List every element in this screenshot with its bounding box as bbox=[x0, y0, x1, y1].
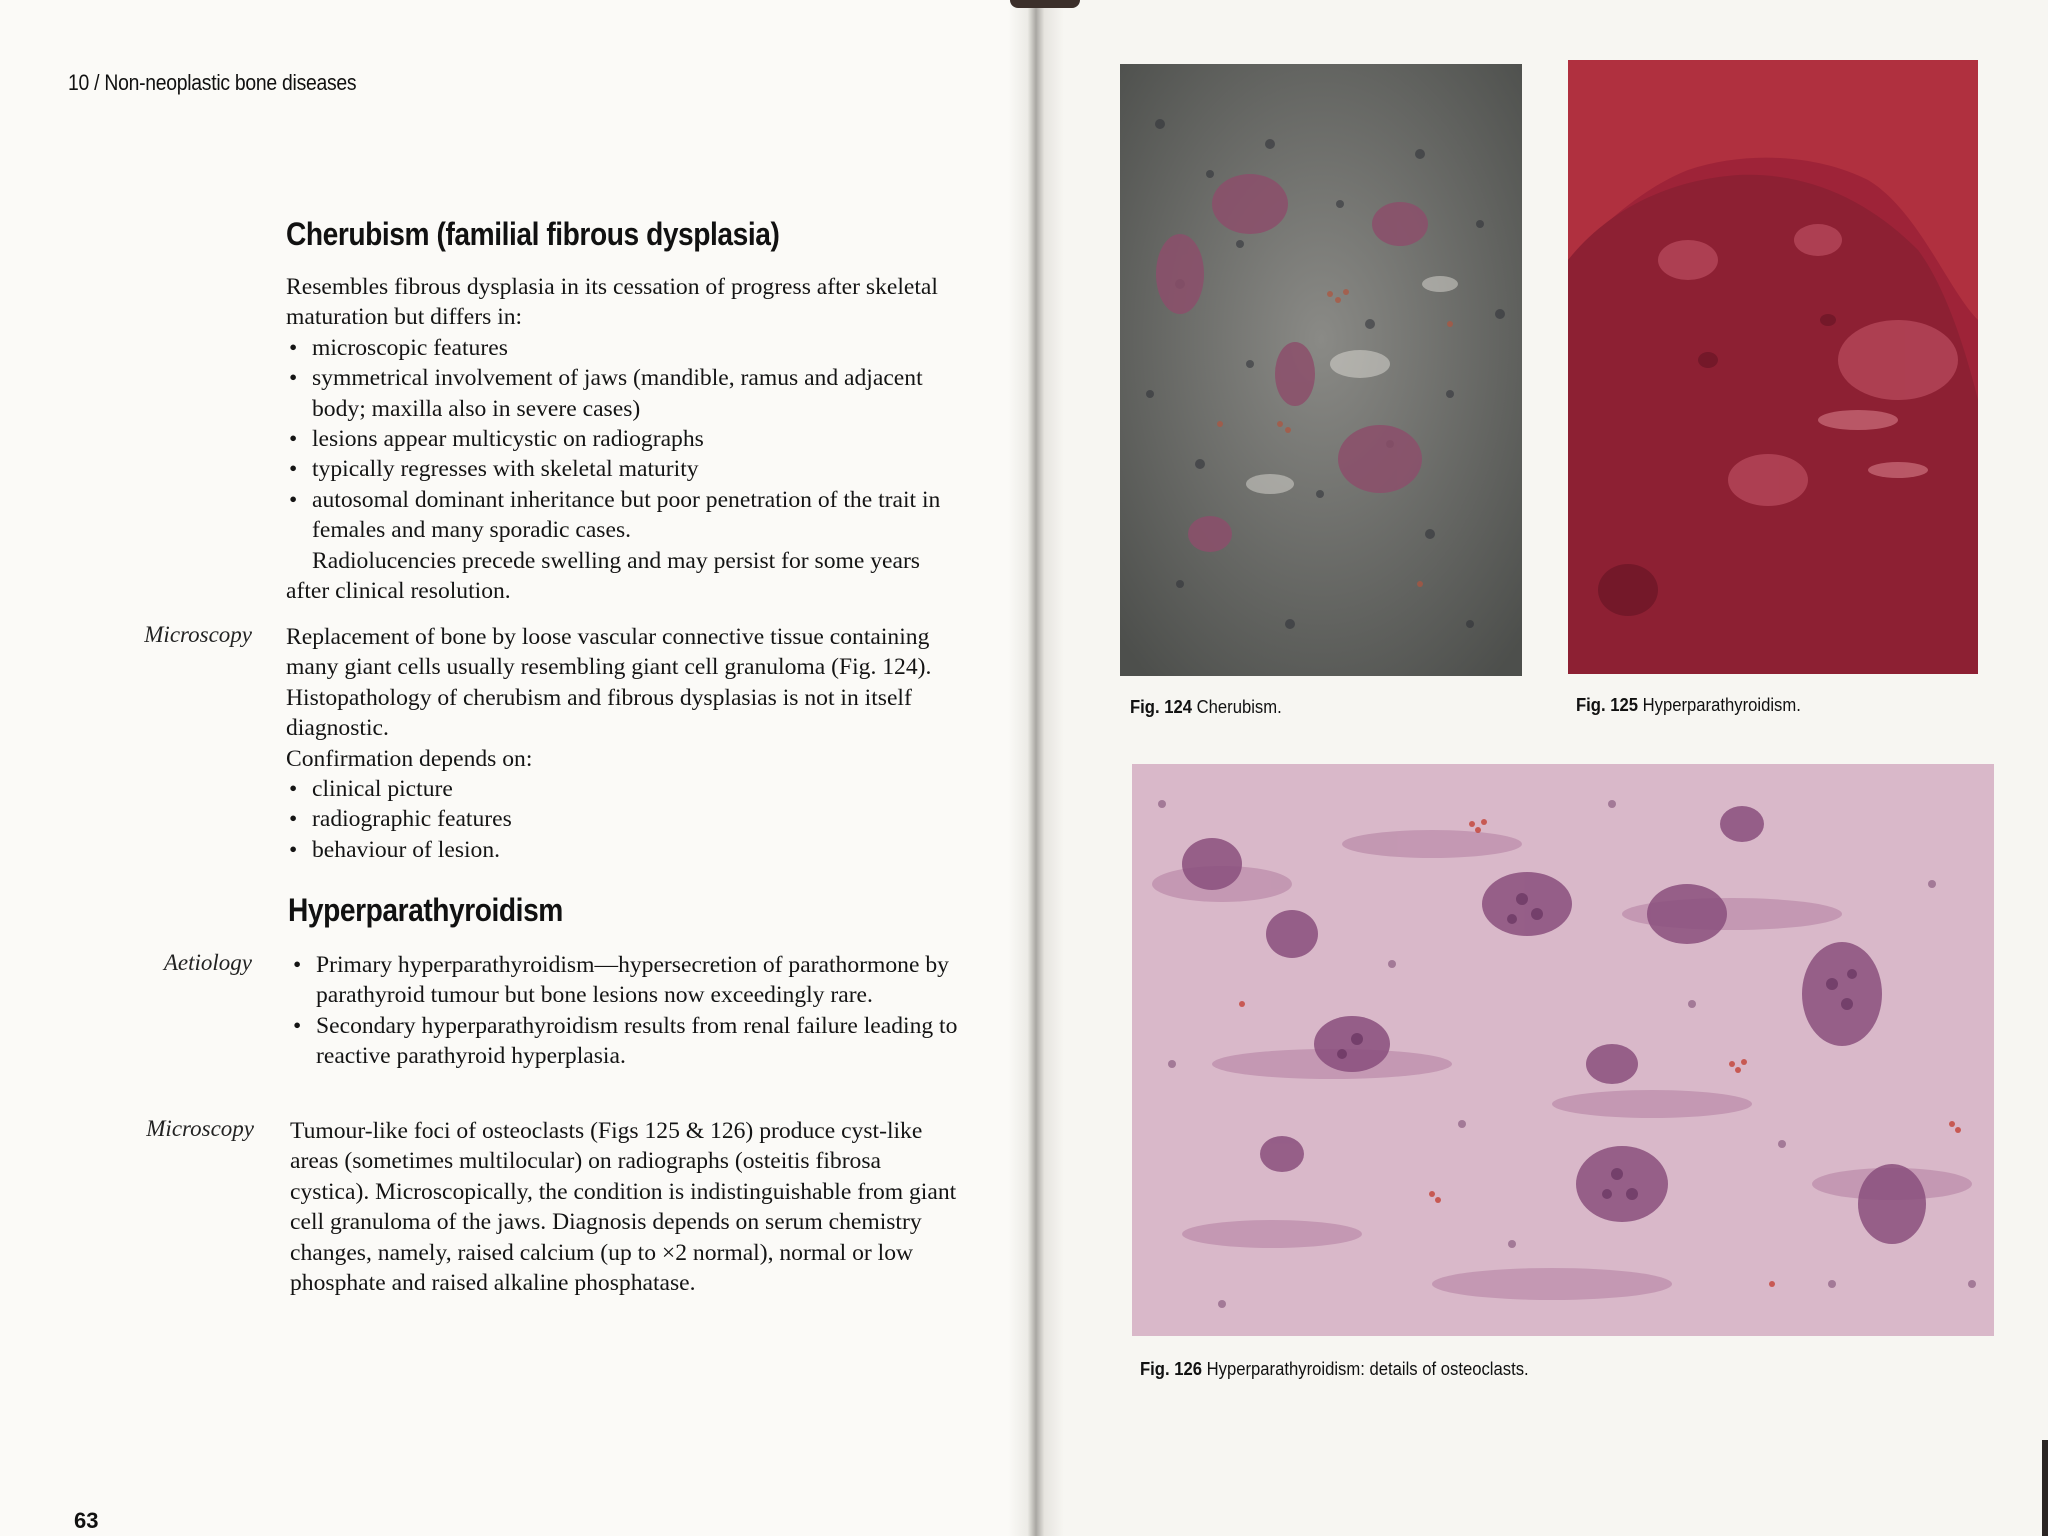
list-item: • radiographic features bbox=[286, 804, 956, 834]
figure-125-caption-text: Hyperparathyroidism. bbox=[1642, 694, 1801, 715]
list-item: • symmetrical involvement of jaws (mandible, ramus and adjacent body; maxilla also in severe cases) bbox=[286, 363, 946, 424]
book-gutter bbox=[1008, 0, 1064, 1536]
radiolucency-note: Radiolucencies precede swelling and may persist for some years after clinical resolution. bbox=[286, 547, 920, 605]
page-number: 63 bbox=[74, 1508, 99, 1533]
confirmation-list bbox=[286, 774, 956, 865]
list-item: • autosomal dominant inheritance but poor penetration of the trait in females and many sporadic cases. bbox=[286, 485, 946, 546]
aetiology-list bbox=[290, 950, 960, 1072]
cherubism-features-list bbox=[286, 333, 946, 546]
cherubism-heading: Cherubism (familial fibrous dysplasia) bbox=[286, 216, 780, 252]
figure-125-micrograph bbox=[1568, 60, 1978, 674]
figure-125-number: Fig. 125 bbox=[1576, 694, 1639, 715]
figure-126-caption bbox=[1140, 1358, 1529, 1380]
osteoclasts-micrograph-image bbox=[1132, 764, 1994, 1336]
confirmation-intro: Confirmation depends on: bbox=[286, 745, 533, 772]
figure-126-number: Fig. 126 bbox=[1140, 1358, 1203, 1379]
running-head: 10 / Non-neoplastic bone diseases bbox=[68, 70, 357, 95]
figure-126-micrograph bbox=[1132, 764, 1994, 1336]
binding-shadow bbox=[1010, 0, 1080, 8]
list-item: • Primary hyperparathyroidism—hypersecretion of parathormone by parathyroid tumour but bone lesions now exceedingly rare. bbox=[290, 950, 960, 1011]
hyperparathyroidism-micrograph-image bbox=[1568, 60, 1978, 674]
figure-124-caption bbox=[1130, 696, 1282, 718]
microscopy-label-cherubism: Microscopy bbox=[144, 622, 252, 647]
page-edge-shadow bbox=[2042, 1440, 2048, 1536]
figure-124-caption-text: Cherubism. bbox=[1196, 696, 1282, 717]
list-item: • typically regresses with skeletal maturity bbox=[286, 454, 946, 484]
figure-124-number: Fig. 124 bbox=[1130, 696, 1193, 717]
list-item: • clinical picture bbox=[286, 774, 956, 804]
cherubism-microscopy-block bbox=[286, 622, 956, 865]
list-item: • lesions appear multicystic on radiographs bbox=[286, 424, 946, 454]
aetiology-label: Aetiology bbox=[163, 950, 252, 975]
cherubism-intro: Resembles fibrous dysplasia in its cessation of progress after skeletal maturation but differs in: bbox=[286, 274, 938, 331]
cherubism-intro-block bbox=[286, 272, 946, 606]
cherubism-microscopy-text: Replacement of bone by loose vascular connective tissue containing many giant cells usually resembling giant cell granuloma (Fig. 124). Histopathology of cherubism and fibrous dysplasias is not in itself diagnostic. bbox=[286, 624, 932, 742]
list-item: • Secondary hyperparathyroidism results from renal failure leading to reactive parathyroid hyperplasia. bbox=[290, 1011, 960, 1072]
hyperparathyroidism-microscopy-block bbox=[290, 1116, 960, 1298]
microscopy-label-hyperparathyroidism: Microscopy bbox=[146, 1116, 254, 1141]
figure-126-caption-text: Hyperparathyroidism: details of osteoclasts. bbox=[1206, 1358, 1529, 1379]
list-item: • behaviour of lesion. bbox=[286, 835, 956, 865]
cherubism-micrograph-image bbox=[1120, 64, 1522, 676]
aetiology-block bbox=[290, 950, 960, 1072]
figure-124-micrograph bbox=[1120, 64, 1522, 676]
figure-125-caption bbox=[1576, 694, 1801, 716]
hyperparathyroidism-microscopy-text: Tumour-like foci of osteoclasts (Figs 125 & 126) produce cyst-like areas (sometimes multilocular) on radiographs (osteitis fibrosa cystica). Microscopically, the condition is indistinguishable from giant cell granuloma of the jaws. Diagnosis depends on serum chemistry changes, namely, raised calcium (up to ×2 normal), normal or low phosphate and raised alkaline phosphatase. bbox=[290, 1118, 957, 1297]
list-item: • microscopic features bbox=[286, 333, 946, 363]
hyperparathyroidism-heading: Hyperparathyroidism bbox=[288, 892, 563, 928]
